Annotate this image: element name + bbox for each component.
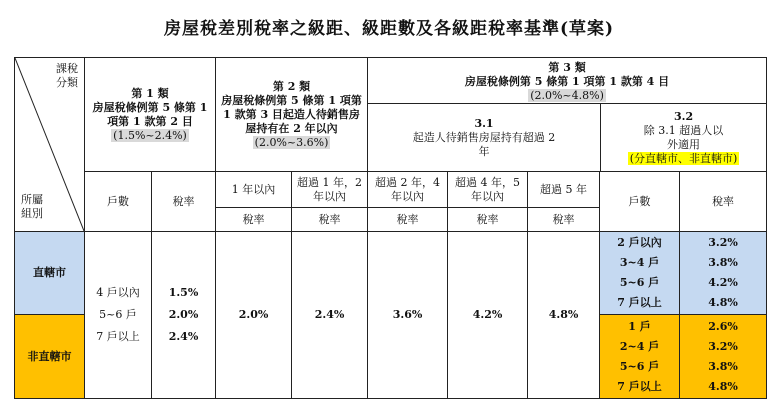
- non-municipal-households-2: 5~6 戶: [619, 359, 660, 373]
- non-municipal-households-cell: [600, 315, 680, 399]
- cat1-rate-header: 稅率: [152, 172, 216, 232]
- cat1-rate-2: 2.4%: [168, 330, 199, 343]
- cat32-note: (分直轄市、非直轄市): [629, 151, 738, 165]
- cat1-rate-cell: [152, 232, 216, 399]
- over1to2-rate-label: 稅率: [292, 208, 368, 232]
- non-municipal-households-0: 1 戶: [628, 319, 651, 333]
- municipal-households-2: 5~6 戶: [619, 276, 660, 289]
- cat2-name: 第 2 類: [272, 79, 311, 93]
- cat32-rate-header: 稅率: [680, 172, 767, 232]
- cat32-desc: 除 3.1 超過人以外適用: [643, 123, 724, 151]
- cat3-header: [368, 58, 767, 172]
- non-municipal-rate-0: 2.6%: [708, 319, 738, 333]
- group-municipal: 直轄市: [15, 232, 85, 315]
- cat2-desc: 房屋稅條例第 5 條第 1 項第 1 款第 3 目起造人待銷售房屋持有在 2 年以內: [221, 93, 362, 135]
- cat31-header: [368, 104, 601, 171]
- rate-over2to4: 3.6%: [368, 232, 448, 399]
- over4to5-header: 超過 4 年，5 年以內: [448, 172, 528, 208]
- municipal-rate-0: 3.2%: [708, 236, 738, 249]
- municipal-rate-2: 4.2%: [708, 276, 738, 289]
- municipal-households-1: 3~4 戶: [619, 256, 660, 269]
- page-title: 房屋稅差別稅率之級距、級距數及各級距稅率基準(草案): [163, 19, 615, 39]
- cat1-rate-1: 2.0%: [168, 308, 199, 321]
- cat1-rate-0: 1.5%: [168, 286, 199, 299]
- over4to5-rate-label: 稅率: [448, 208, 528, 232]
- municipal-households-0: 2 戶以內: [617, 236, 662, 249]
- municipal-households-cell: [600, 232, 680, 315]
- municipal-households-3: 7 戶以上: [617, 296, 662, 309]
- cat1-range: (1.5%~2.4%): [113, 128, 187, 142]
- over1to2-header: 超過 1 年，2 年以內: [292, 172, 368, 208]
- group-non-municipal: 非直轄市: [15, 315, 85, 399]
- cat1-name: 第 1 類: [131, 86, 169, 100]
- rate-within1: 2.0%: [216, 232, 292, 399]
- municipal-rate-1: 3.8%: [708, 256, 738, 269]
- cat2-range: (2.0%~3.6%): [254, 135, 329, 149]
- cat1-households-1: 5~6 戶: [99, 308, 137, 321]
- non-municipal-rate-3: 4.8%: [708, 379, 738, 393]
- non-municipal-rate-cell: [680, 315, 767, 399]
- cat3-top: [368, 58, 766, 104]
- over2to4-rate-label: 稅率: [368, 208, 448, 232]
- within1-header: 1 年以內: [216, 172, 292, 208]
- cat32-header: [601, 104, 766, 171]
- cat32-households-header: 戶數: [600, 172, 680, 232]
- over5-rate-label: 稅率: [528, 208, 600, 232]
- rate-over4to5: 4.2%: [448, 232, 528, 399]
- non-municipal-households-3: 7 戶以上: [617, 379, 662, 393]
- cat1-desc: 房屋稅條例第 5 條第 1 項第 1 款第 2 目: [92, 100, 208, 128]
- non-municipal-households-1: 2~4 戶: [619, 339, 660, 353]
- within1-rate-label: 稅率: [216, 208, 292, 232]
- municipal-rate-cell: [680, 232, 767, 315]
- over2to4-header: 超過 2 年，4 年以內: [368, 172, 448, 208]
- rate-over1to2: 2.4%: [292, 232, 368, 399]
- cat2-header: [216, 58, 368, 172]
- cat1-households-0: 4 戶以內: [96, 286, 140, 299]
- corner-top-label: 課稅 分類: [56, 62, 78, 89]
- cat3-name: 第 3 類: [548, 61, 586, 74]
- cat1-households-2: 7 戶以上: [96, 330, 140, 343]
- cat3-sub-row: [368, 104, 766, 171]
- tax-rate-table: [14, 57, 767, 399]
- non-municipal-rate-1: 3.2%: [708, 339, 738, 353]
- rate-over5: 4.8%: [528, 232, 600, 399]
- cat31-name: 3.1: [474, 116, 494, 130]
- cat1-households-header: 戶數: [85, 172, 152, 232]
- municipal-rate-3: 4.8%: [708, 296, 738, 309]
- corner-bottom-label: 所屬 組別: [21, 193, 43, 220]
- non-municipal-rate-2: 3.8%: [708, 359, 738, 373]
- cat1-header: [85, 58, 216, 172]
- over5-header: 超過 5 年: [528, 172, 600, 208]
- cat3-range: (2.0%~4.8%): [530, 89, 604, 102]
- cat3-desc: 房屋稅條例第 5 條第 1 項第 1 款第 4 目: [464, 75, 670, 88]
- cat31-desc: 起造人待銷售房屋持有超過 2 年: [412, 130, 556, 158]
- cat32-name: 3.2: [673, 109, 694, 123]
- cat1-households-cell: [85, 232, 152, 399]
- corner-header: [15, 58, 85, 232]
